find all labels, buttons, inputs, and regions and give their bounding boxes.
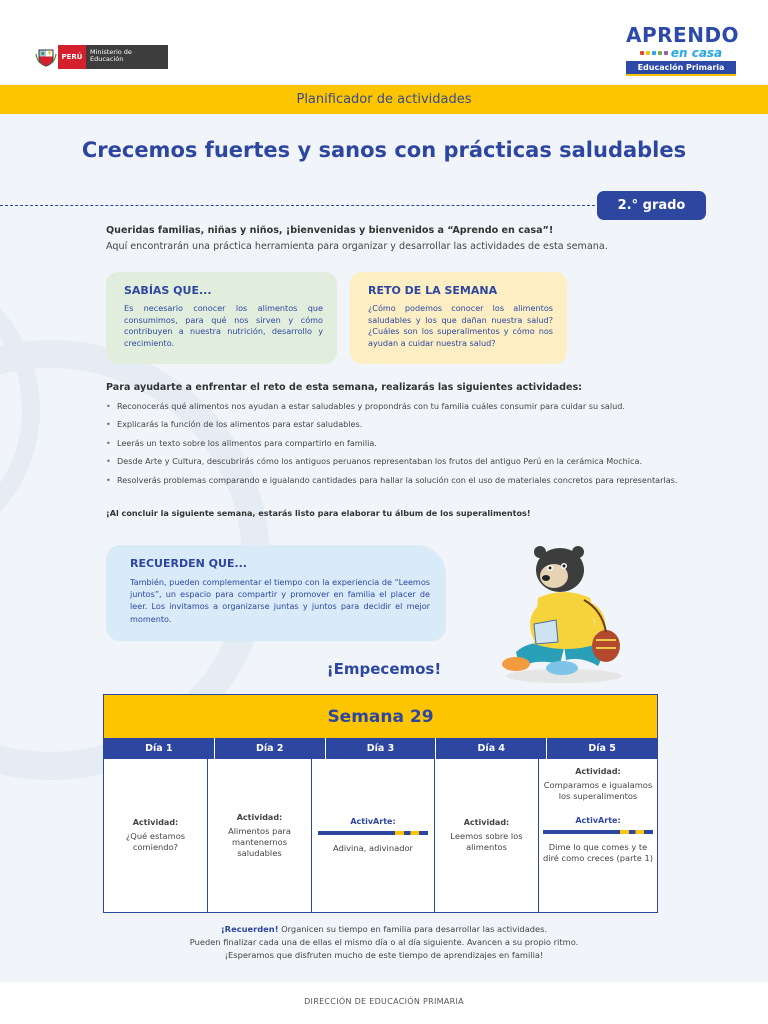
day-header: Día 4: [436, 738, 547, 759]
activarte-label: ActivArte:: [575, 816, 621, 825]
reto-semana-title: RETO DE LA SEMANA: [368, 284, 498, 297]
grade-badge: 2.° grado: [597, 191, 706, 220]
reto-semana-text: ¿Cómo podemos conocer los alimentos saludables y los que dañan nuestra salud? ¿Cuáles son los superalimentos y cómo nos ayudan a cuidar nuestra salud?: [368, 303, 553, 348]
peru-label: PERÚ: [58, 45, 86, 69]
peru-shield-icon: [34, 45, 58, 69]
ministry-label: Ministerio de Educación: [86, 45, 168, 69]
footer-notes: [0, 923, 768, 962]
intro-text: Aquí encontrarán una práctica herramienta para organizar y desarrollar las actividades de esta semana.: [106, 241, 608, 252]
list-item: • Desde Arte y Cultura, descubrirás cómo los antiguos peruanos representaban los frutos del antiguo Perú en la cerámica Mochica.: [106, 456, 686, 467]
day-5-activarte: Dime lo que comes y te diré como creces (parte 1): [543, 842, 654, 863]
page-title: Crecemos fuertes y sanos con prácticas saludables: [81, 138, 687, 162]
day-2-activity: Alimentos para mantenernos saludables: [228, 825, 291, 858]
government-logo: [34, 45, 168, 69]
week-title: Semana 29: [104, 695, 657, 738]
direction-footer: DIRECCIÓN DE EDUCACIÓN PRIMARIA: [0, 982, 768, 1024]
activarte-divider: [543, 830, 653, 834]
brand-level: Educación Primaria: [626, 61, 736, 76]
page-header: [0, 0, 768, 84]
footer-line-1: Organicen su tiempo en familia para desarrollar las actividades.: [278, 924, 548, 934]
list-item: • Reconocerás qué alimentos nos ayudan a estar saludables y propondrás con tu familia cuáles consumir para cuidar su salud.: [106, 401, 686, 412]
day-cells: [104, 759, 657, 912]
planner-bar: Planificador de actividades: [0, 85, 768, 114]
brand-subtitle: en casa: [670, 45, 723, 60]
day-3-activity: Adivina, adivinador: [333, 843, 413, 853]
aprendo-en-casa-logo: [626, 23, 740, 76]
day-2-cell: [208, 759, 312, 912]
greeting-text: Queridas familias, niñas y niños, ¡bienvenidas y bienvenidos a “Aprendo en casa”!: [106, 225, 554, 236]
activity-label: Actividad:: [236, 812, 283, 822]
footer-line-3: ¡Esperamos que disfruten mucho de este tiempo de aprendizajes en familia!: [224, 950, 544, 960]
sabias-que-text: Es necesario conocer los alimentos que consumimos, para qué nos sirven y cómo contribuyen a nuestra nutrición, desarrollo y crecimiento.: [124, 303, 323, 348]
day-1-activity: ¿Qué estamos comiendo?: [125, 831, 186, 852]
sabias-que-box: [106, 272, 337, 364]
day-1-cell: [104, 759, 208, 912]
activities-closing: ¡Al concluir la siguiente semana, estarás listo para elaborar tu álbum de los superalimentos!: [106, 508, 531, 518]
day-4-cell: [435, 759, 539, 912]
footer-line-2: Pueden finalizar cada una de ellas el mismo día o al día siguiente. Avancen a su propio ritmo.: [189, 937, 579, 947]
day-4-activity: Leemos sobre los alimentos: [450, 831, 523, 852]
week-schedule: [103, 694, 658, 913]
day-3-cell: [312, 759, 435, 912]
day-headers: [104, 738, 657, 759]
activarte-label: ActivArte:: [350, 817, 396, 826]
recuerden-que-box: [106, 545, 446, 641]
activarte-divider: [318, 831, 428, 835]
activities-list: [106, 401, 686, 493]
list-item: • Explicarás la función de los alimentos para estar saludables.: [106, 419, 686, 430]
day-5-cell: [539, 759, 657, 912]
recuerden-highlight: ¡Recuerden!: [220, 924, 279, 934]
reto-semana-box: [350, 272, 567, 364]
brand-dots-icon: [640, 51, 668, 55]
list-item: • Leerás un texto sobre los alimentos para compartirlo en familia.: [106, 438, 686, 449]
empecemos-heading: ¡Empecemos!: [326, 660, 442, 678]
day-header: Día 3: [326, 738, 437, 759]
dashed-divider: [0, 205, 600, 206]
activity-label: Actividad:: [575, 767, 621, 776]
list-item: • Resolverás problemas comparando e igualando cantidades para hallar la solución con el uso de materiales concretos para representarlas.: [106, 475, 686, 486]
activity-label: Actividad:: [463, 818, 510, 827]
day-5-activity: Comparamos e igualamos los superalimentos: [543, 780, 653, 801]
day-header: Día 2: [215, 738, 326, 759]
activities-heading: Para ayudarte a enfrentar el reto de esta semana, realizarás las siguientes actividades:: [106, 382, 583, 393]
day-header: Día 5: [588, 743, 616, 754]
brand-title: APRENDO: [626, 23, 740, 47]
recuerden-que-title: RECUERDEN QUE...: [130, 557, 247, 570]
activity-label: Actividad:: [132, 818, 179, 827]
background-circle: [0, 260, 40, 560]
sabias-que-title: SABÍAS QUE...: [124, 284, 212, 297]
recuerden-que-text: También, pueden complementar el tiempo con la experiencia de “Leemos juntos”, un espacio para compartir y promover en familia el placer de leer. Los invitamos a organizarse juntas y juntos para decidir el mejor momento.: [130, 577, 430, 624]
day-header: Día 1: [104, 738, 215, 759]
